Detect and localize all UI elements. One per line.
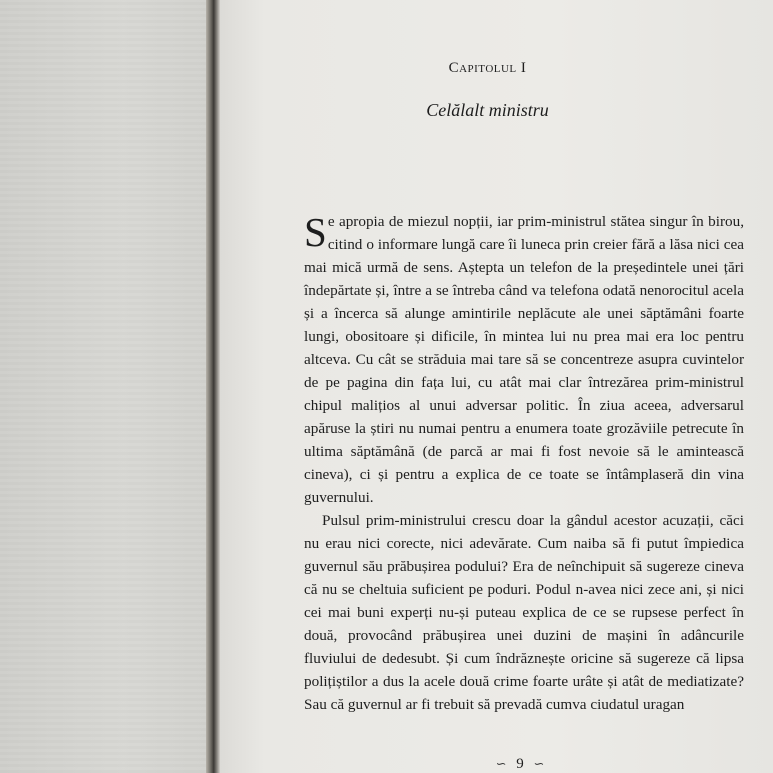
ornament-left-icon: ∽ [495,756,507,771]
chapter-title: Celălalt ministru [426,100,549,120]
left-page [0,0,206,773]
chapter-label: Capitolul I [448,60,527,76]
body-text [304,210,744,716]
paragraph-2: Pulsul prim-ministrului crescu doar la gândul acestor acuzații, căci nu erau nici corecte, nici adevărate. Cum naiba să fi putut împiedica guvernul său prăbușirea podului? Era de neînchipuit să sugereze cineva că nu se cheltuia suficient pe poduri. Podul n-avea nici zece ani, și nici cei mai buni experți nu-și puteau explica de ce se rupsese perfect în două, provocând prăbușirea unei duzini de mașini în adâncurile fluviului de dedesubt. Și cum îndrăznește oricine să sugereze că lipsa polițiștilor a dus la acele două crime foarte urâte și atât de mediatizate? Sau că guvernul ar fi trebuit să prevadă cumva ciudatul uragan [304,512,744,713]
drop-cap: S [304,209,327,255]
paragraph-1 [304,210,744,509]
page-number: 9 [516,756,524,772]
page-footer [220,756,773,773]
paragraph-1-text: e apropia de miezul nopții, iar prim-ministrul stătea singur în birou, citind o informare lungă care îi luneca prin creier fără a lăsa nici cea mai mică urmă de sens. Aștepta un telefon de la președintele unei țări îndepărtate și, între a se întreba când va telefona odată nenorocitul acela și a încerca să alunge amintirile neplăcute ale unei săptămâni foarte lungi, obositoare și dificile, în mintea lui nu prea mai era loc pentru altceva. Cu cât se străduia mai tare să se concentreze asupra cuvintelor de pe pagina din fața lui, cu atât mai clar întrezărea prim-ministrul chipul malițios al unui adversar politic. În ziua aceea, adversarul apăruse la știri nu numai pentru a enumera toate grozăviile petrecute în ultima săptămână (de parcă ar mai fi fost nevoie să le amintească cineva), ci și pentru a explica de ce toate se întâmplaseră din vina guvernului. [304,213,744,506]
ornament-right-icon: ∽ [533,756,545,771]
book-spine [206,0,220,773]
right-page [220,0,773,773]
